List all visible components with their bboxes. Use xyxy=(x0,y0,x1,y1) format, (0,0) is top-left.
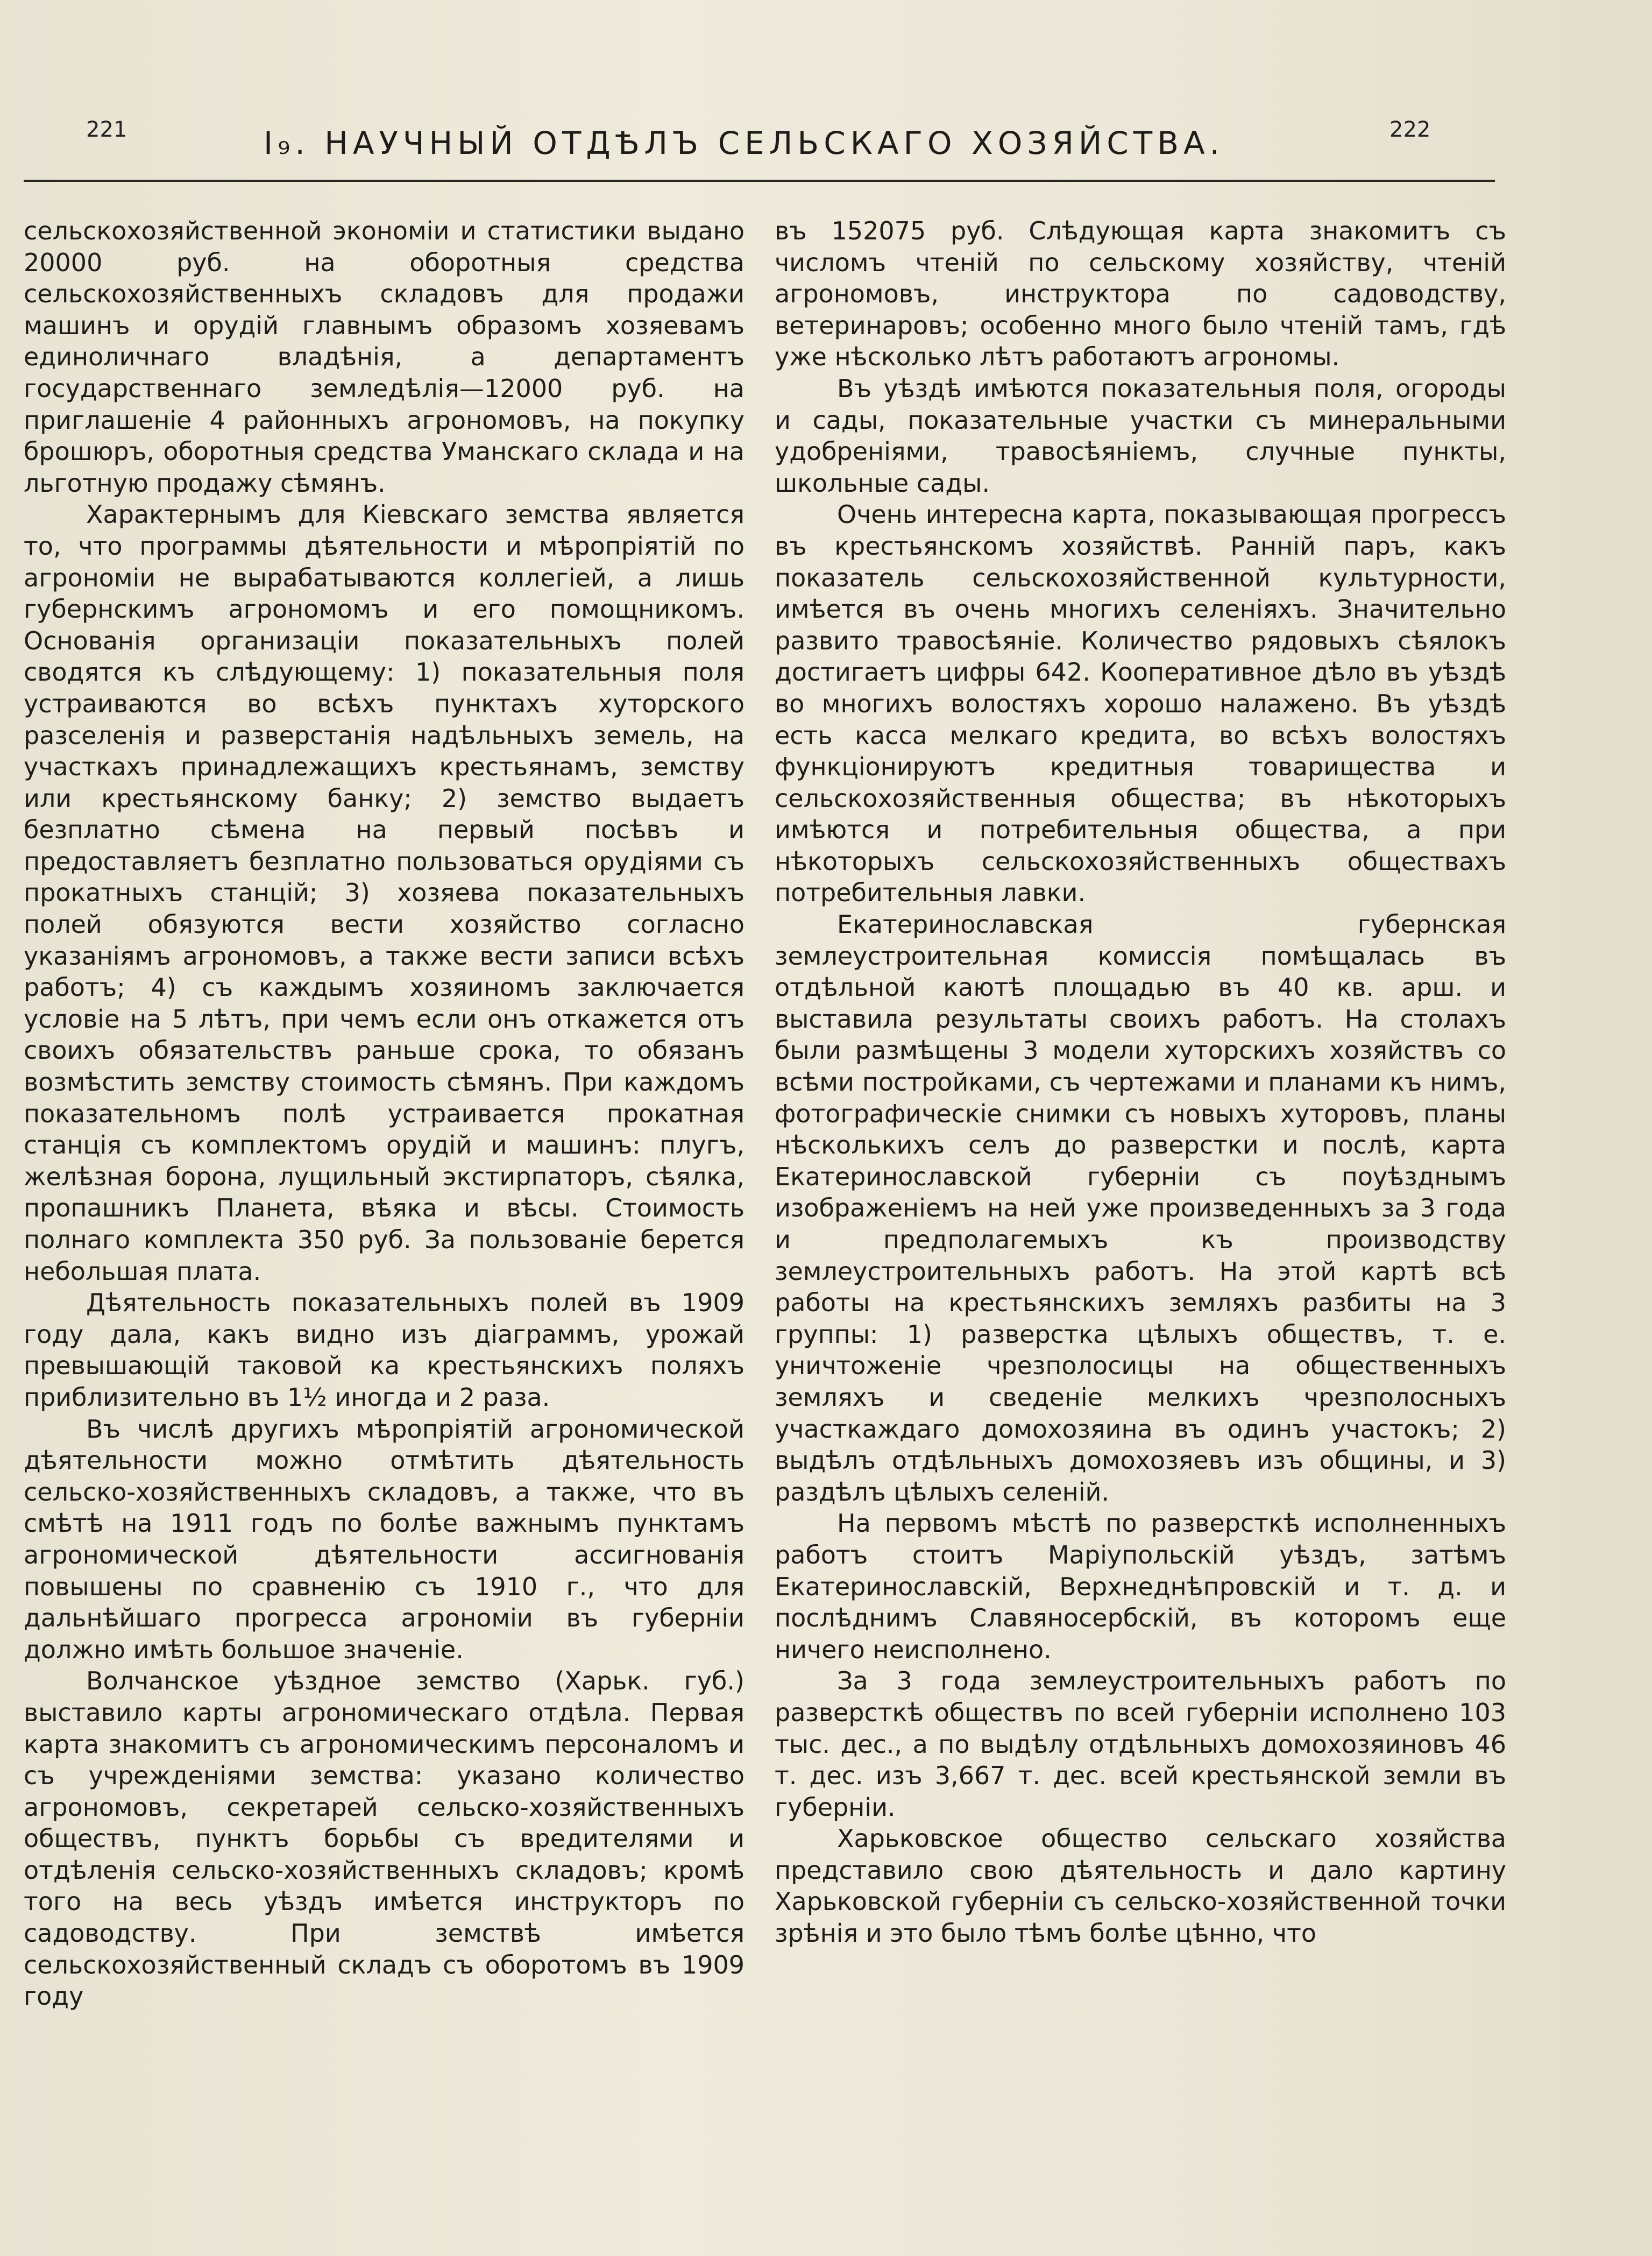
running-title: I₉. НАУЧНЫЙ ОТДѢЛЪ СЕЛЬСКАГО ХОЗЯЙСТВА. xyxy=(264,125,1225,161)
right-text-column xyxy=(775,215,1506,1949)
left-paragraph-1: сельскохозяйственной экономіи и статистики выдано 20000 руб. на оборотныя средства сельскохозяйственныхъ складовъ для продажи машинъ и орудій главнымъ образомъ хозяевамъ единоличнаго владѣнія, а департаментъ государственнаго земледѣлія—12000 руб. на приглашеніе 4 районныхъ агрономовъ, на покупку брошюръ, оборотныя средства Уманскаго склада и на льготную продажу сѣмянъ. xyxy=(24,216,745,498)
header-rule xyxy=(24,180,1495,182)
left-paragraph-4: Въ числѣ другихъ мѣропріятій агрономической дѣятельности можно отмѣтить дѣятельность сельско-хозяйственныхъ складовъ, а также, что въ смѣтѣ на 1911 годъ по болѣе важнымъ пунктамъ агрономической дѣятельности ассигнованія повышены по сравненію съ 1910 г., что для дальнѣйшаго прогресса агрономіи въ губерніи должно имѣть большое значеніе. xyxy=(24,1414,745,1664)
left-paragraph-3: Дѣятельность показательныхъ полей въ 1909 году дала, какъ видно изъ діаграммъ, урожай превышающій таковой ка крестьянскихъ поляхъ приблизительно въ 1½ иногда и 2 раза. xyxy=(24,1288,745,1412)
right-page-number: 222 xyxy=(1389,117,1431,142)
right-paragraph-7: Харьковское общество сельскаго хозяйства представило свою дѣятельность и дало картину Харьковской губерніи съ сельско-хозяйственной точки зрѣнія и это было тѣмъ болѣе цѣнно, что xyxy=(775,1824,1506,1948)
right-paragraph-5: На первомъ мѣстѣ по разверсткѣ исполненныхъ работъ стоитъ Маріупольскій уѣздъ, затѣмъ Екатеринославскій, Верхнеднѣпровскій и т. д. и послѣднимъ Славяносербскій, въ которомъ еще ничего неисполнено. xyxy=(775,1509,1506,1664)
right-paragraph-4: Екатеринославская губернская землеустроительная комиссія помѣщалась въ отдѣльной каютѣ площадью въ 40 кв. арш. и выставила результаты своихъ работъ. На столахъ были размѣщены 3 модели хуторскихъ хозяйствъ со всѣми постройками, съ чертежами и планами къ нимъ, фотографическіе снимки съ новыхъ хуторовъ, планы нѣсколькихъ селъ до разверстки и послѣ, карта Екатеринославской губерніи съ поуѣзднымъ изображеніемъ на ней уже произведенныхъ за 3 года и предполагемыхъ къ производству землеустроительныхъ работъ. На этой картѣ всѣ работы на крестьянскихъ земляхъ разбиты на 3 группы: 1) разверстка цѣлыхъ обществъ, т. е. уничтоженіе чрезполосицы на общественныхъ земляхъ и сведеніе мелкихъ чрезполосныхъ участкаждаго домохозяина въ одинъ участокъ; 2) выдѣлъ отдѣльныхъ домохозяевъ изъ общины, и 3) раздѣлъ цѣлыхъ селеній. xyxy=(775,910,1506,1507)
right-paragraph-3: Очень интересна карта, показывающая прогрессъ въ крестьянскомъ хозяйствѣ. Ранній паръ, какъ показатель сельскохозяйственной культурности, имѣется въ очень многихъ селеніяхъ. Значительно развито травосѣяніе. Количество рядовыхъ сѣялокъ достигаетъ цифры 642. Кооперативное дѣло въ уѣздѣ во многихъ волостяхъ хорошо налажено. Въ уѣздѣ есть касса мелкаго кредита, во всѣхъ волостяхъ функціонируютъ кредитныя товарищества и сельскохозяйственныя общества; въ нѣкоторыхъ имѣются и потребительныя общества, а при нѣкоторыхъ сельскохозяйственныхъ обществахъ потребительныя лавки. xyxy=(775,500,1506,908)
right-paragraph-2: Въ уѣздѣ имѣются показательныя поля, огороды и сады, показательные участки съ минеральными удобреніями, травосѣяніемъ, случные пункты, школьные сады. xyxy=(775,373,1506,498)
left-paragraph-5: Волчанское уѣздное земство (Харьк. губ.) выставило карты агрономическаго отдѣла. Первая карта знакомитъ съ агрономическимъ персоналомъ и съ учрежденіями земства: указано количество агрономовъ, секретарей сельско-хозяйственныхъ обществъ, пунктъ борьбы съ вредителями и отдѣленія сельско-хозяйственныхъ складовъ; кромѣ того на весь уѣздъ имѣется инструкторъ по садоводству. При земствѣ имѣется сельскохозяйственный складъ съ оборотомъ въ 1909 году xyxy=(24,1666,745,2011)
right-paragraph-1: въ 152075 руб. Слѣдующая карта знакомитъ съ числомъ чтеній по сельскому хозяйству, чтеній агрономовъ, инструктора по садоводству, ветеринаровъ; особенно много было чтеній тамъ, гдѣ уже нѣсколько лѣтъ работаютъ агрономы. xyxy=(775,216,1506,372)
right-paragraph-6: За 3 года землеустроительныхъ работъ по разверсткѣ обществъ по всей губерніи исполнено 103 тыс. дес., а по выдѣлу отдѣльныхъ домохозяиновъ 46 т. дес. изъ 3,667 т. дес. всей крестьянской земли въ губерніи. xyxy=(775,1666,1506,1822)
left-page-number: 221 xyxy=(86,117,127,142)
left-paragraph-2: Характернымъ для Кіевскаго земства является то, что программы дѣятельности и мѣропріятій по агрономіи не вырабатываются коллегіей, а лишь губернскимъ агрономомъ и его помощникомъ. Основанія организаціи показательныхъ полей сводятся къ слѣдующему: 1) показательныя поля устраиваются во всѣхъ пунктахъ хуторского разселенія и разверстанія надѣльныхъ земель, на участкахъ принадлежащихъ крестьянамъ, земству или крестьянскому банку; 2) земство выдаетъ безплатно сѣмена на первый посѣвъ и предоставляетъ безплатно пользоваться орудіями съ прокатныхъ станцій; 3) хозяева показательныхъ полей обязуются вести хозяйство согласно указаніямъ агрономовъ, а также вести записи всѣхъ работъ; 4) съ каждымъ хозяиномъ заключается условіе на 5 лѣтъ, при чемъ если онъ откажется отъ своихъ обязательствъ раньше срока, то обязанъ возмѣстить земству стоимость сѣмянъ. При каждомъ показательномъ полѣ устраивается прокатная станція съ комплектомъ орудій и машинъ: плугъ, желѣзная борона, лущильный экстирпаторъ, сѣялка, пропашникъ Планета, вѣяка и вѣсы. Стоимость полнаго комплекта 350 руб. За пользованіе берется небольшая плата. xyxy=(24,500,745,1286)
left-text-column xyxy=(24,215,745,2012)
